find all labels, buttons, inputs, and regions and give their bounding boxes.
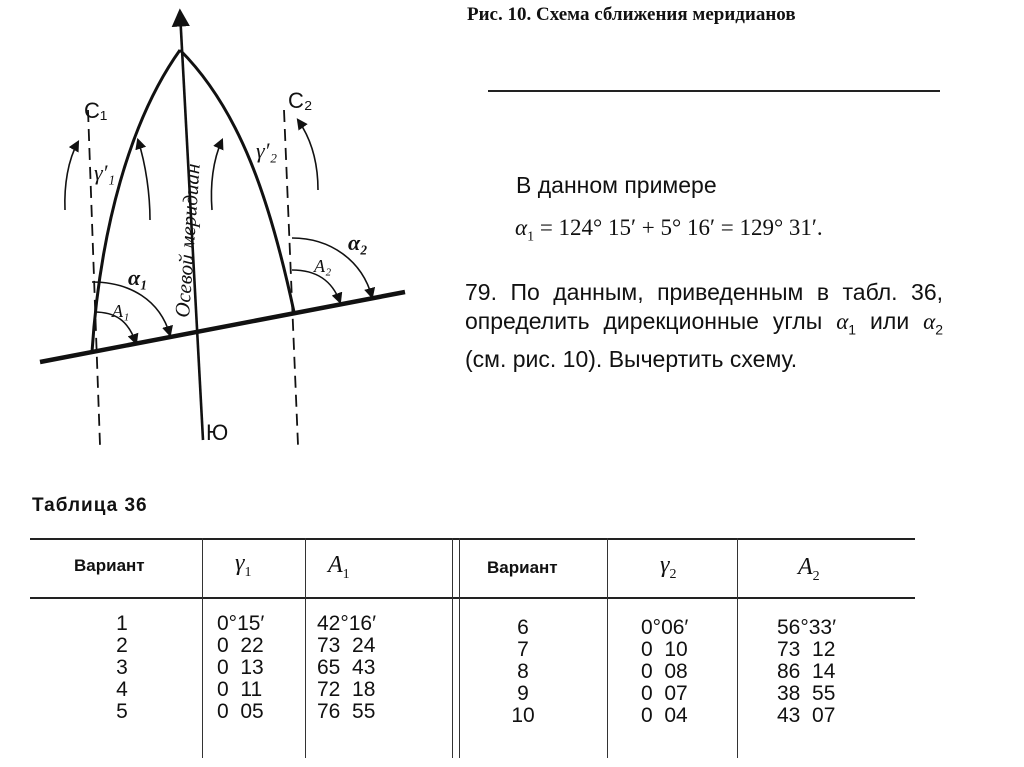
table-cell: 2	[116, 634, 128, 657]
right-gamma-column	[641, 617, 688, 727]
example-formula	[515, 215, 823, 246]
table-col-sep-4	[737, 538, 738, 758]
figure-caption: Рис. 10. Схема сближения меридианов	[467, 4, 796, 25]
table-cell: 0 10	[641, 638, 688, 661]
header-variant-right: Вариант	[487, 558, 558, 577]
header-a2-symbol: A	[798, 554, 813, 580]
table-cell: 56°33′	[777, 616, 837, 639]
left-gamma-column	[217, 613, 264, 723]
meridian-curve-left	[92, 50, 180, 352]
label-c1: C₁	[84, 98, 108, 123]
task-sub-1: 1	[848, 321, 857, 338]
label-a2: A₂	[314, 256, 332, 276]
table-cell: 6	[517, 616, 529, 639]
caption-divider	[488, 90, 940, 92]
table-cell: 8	[517, 660, 529, 683]
header-gamma2-symbol: γ	[660, 552, 670, 578]
label-south: Ю	[206, 420, 229, 445]
right-a-column	[777, 617, 836, 727]
example-intro: В данном примере	[516, 172, 717, 198]
table-cell: 76 55	[317, 700, 376, 723]
table-cell: 73 24	[317, 634, 376, 657]
table-double-sep-b	[459, 538, 460, 758]
gamma1-right-arc	[138, 140, 150, 220]
header-variant-left: Вариант	[74, 556, 145, 575]
label-alpha1: α₁	[128, 265, 148, 290]
task-text-before: 79. По данным, приведенным в табл. 36, определить дирекционные углы	[465, 279, 943, 334]
table-top-rule	[30, 538, 915, 540]
table-cell: 0 05	[217, 700, 264, 723]
meridian-convergence-diagram	[0, 0, 450, 470]
table-cell: 43 07	[777, 704, 836, 727]
table-cell: 5	[116, 700, 128, 723]
table-cell: 3	[116, 656, 128, 679]
header-a1	[328, 552, 350, 583]
table-cell: 10	[511, 704, 535, 727]
task-text-after: (см. рис. 10). Вычертить схему.	[465, 345, 798, 372]
formula-subscript: 1	[527, 229, 535, 245]
gamma1-left-arc	[65, 142, 78, 210]
header-a1-symbol: A	[328, 552, 343, 578]
header-gamma2	[660, 552, 676, 583]
table-cell: 1	[116, 612, 128, 635]
table-cell: 0 04	[641, 704, 688, 727]
table-cell: 42°16′	[317, 612, 377, 635]
table-cell: 0°06′	[641, 616, 689, 639]
table-col-sep-1	[202, 538, 203, 758]
table-cell: 86 14	[777, 660, 836, 683]
header-gamma1-sub: 1	[244, 564, 252, 580]
label-alpha2: α₂	[348, 230, 368, 255]
table-header-rule	[30, 597, 915, 599]
header-gamma2-sub: 2	[669, 566, 677, 582]
table-cell: 65 43	[317, 656, 376, 679]
task-text-mid: или	[856, 308, 924, 334]
task-sub-2: 2	[935, 321, 943, 338]
header-a2-sub: 2	[812, 568, 820, 584]
label-gamma1: γ′₁	[94, 160, 116, 185]
header-a1-sub: 1	[342, 566, 350, 582]
right-variant-column	[508, 617, 538, 727]
table-cell: 4	[116, 678, 128, 701]
table-cell: 72 18	[317, 678, 376, 701]
label-gamma2: γ′₂	[256, 138, 278, 163]
table-cell: 0 13	[217, 656, 264, 679]
table-cell: 0 22	[217, 634, 264, 657]
table-cell: 0 08	[641, 660, 688, 683]
label-axial-meridian: Осевой меридиан	[170, 162, 205, 319]
header-a2	[798, 554, 820, 585]
formula-expression: = 124° 15′ + 5° 16′ = 129° 31′.	[534, 215, 823, 240]
label-c2: C₂	[288, 88, 313, 113]
table-cell: 7	[517, 638, 529, 661]
table-cell: 0 07	[641, 682, 688, 705]
table-cell: 0 11	[217, 678, 263, 701]
table-col-sep-2	[305, 538, 306, 758]
label-a1: A₁	[112, 301, 130, 321]
left-a-column	[317, 613, 376, 723]
table-col-sep-3	[607, 538, 608, 758]
table-cell: 73 12	[777, 638, 836, 661]
task-var-alpha1: α	[836, 309, 849, 334]
table-cell: 0°15′	[217, 612, 265, 635]
table-double-sep-a	[452, 538, 453, 758]
task-var-alpha2: α	[923, 309, 936, 334]
table-cell: 9	[517, 682, 529, 705]
gamma2-left-arc	[211, 140, 222, 210]
header-gamma1	[235, 550, 251, 581]
header-gamma1-symbol: γ	[235, 550, 245, 576]
table-title: Таблица 36	[32, 495, 148, 516]
formula-variable: α	[515, 215, 528, 240]
task-79-text	[465, 278, 943, 374]
gamma2-right-arc	[298, 120, 318, 190]
table-cell: 38 55	[777, 682, 836, 705]
left-variant-column	[112, 613, 132, 723]
